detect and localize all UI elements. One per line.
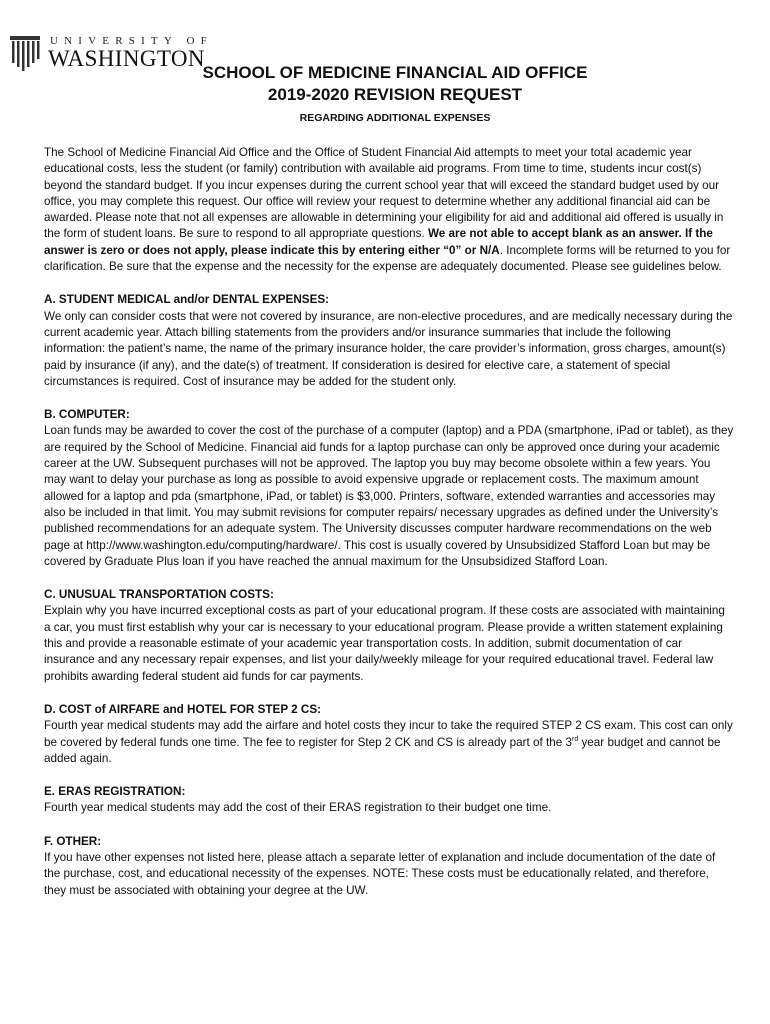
university-logo: [8, 34, 213, 78]
section-body: Fourth year medical students may add the cost of their ERAS registration to their budget one time.: [44, 801, 552, 815]
intro-text-b: . Incomplete forms will be returned to you for clarification. Be sure that the expense and the necessity for the expense are adequately documented. Please see guidelines below.: [44, 243, 731, 274]
section-medical-dental: [44, 292, 734, 390]
section-airfare-hotel: [44, 702, 734, 767]
document-body: [44, 145, 734, 899]
section-body: We only can consider costs that were not covered by insurance, are non-elective procedures, and are medically necessary during the current academic year. Attach billing statements from the providers and/or insurance summaries that include the following information: the patient’s name, the name of the primary insurance holder, the care provider’s information, gross charges, amount(s) paid by insurance (if any), and the date(s) of treatment. If consideration is desired for elective care, a statement of special circumstances is required. Cost of insurance may be added for the student only.: [44, 309, 733, 388]
columns-logo-icon: [8, 34, 46, 74]
page-subtitle: REGARDING ADDITIONAL EXPENSES: [299, 112, 491, 124]
logo-university-of: UNIVERSITY OF: [50, 35, 213, 47]
section-body: Explain why you have incurred exceptional costs as part of your educational program. If these costs are associated with maintaining a car, you must first establish why your car is necessary to your educational program. Please provide a written statement explaining this and provide a reasonable estimate of your academic year transportation costs. In addition, submit documentation of car insurance and any necessary repair expenses, and list your daily/weekly mileage for your required educational travel. Federal law prohibits awarding federal student aid funds for car payments.: [44, 604, 725, 683]
section-body: [44, 718, 734, 767]
section-computer: [44, 407, 734, 570]
intro-text-a: The School of Medicine Financial Aid Office and the Office of Student Financial Aid attempts to meet your total academic year educational costs, less the student (or family) contribution with available aid programs. From time to time, students incur cost(s) beyond the standard budget. If you incur expenses during the current school year that will exceed the standard budget used by our office, you may complete this request. Our office will review your request to determine whether any additional financial aid can be awarded. Please note that not all expenses are allowable in determining your eligibility for aid and additional aid offered is usually in the form of student loans. Be sure to respond to all appropriate questions.: [44, 146, 724, 241]
section-body: If you have other expenses not listed here, please attach a separate letter of explanation and include documentation of the date of the purchase, cost, and educational necessity of the expenses. NOTE: These costs must be educationally related, and therefore, they must be associated with obtaining your degree at the UW.: [44, 850, 716, 897]
section-heading: F. OTHER:: [44, 834, 102, 848]
section-body: Loan funds may be awarded to cover the cost of the purchase of a computer (laptop) and a PDA (smartphone, iPad or tablet), as they are required by the School of Medicine. Financial aid funds for a laptop purchase can only be approved once during your academic career at the UW. Subsequent purchases will not be approved. The laptop you buy may become obsolete within a few years. You may want to delay your purchase as long as possible to avoid expensive upgrade or replacement costs. The maximum amount allowed for a laptop and pda (smartphone, iPad, or tablet) is $3,000. Printers, software, extended warranties and accessories may also be included in that limit. You may submit revisions for computer repairs/ necessary upgrades as defined under the University’s published recommendations for an adequate system. The University discusses computer hardware recommendations on the web page at http://www.washington.edu/computing/hardware/. This cost is usually covered by Unsubsidized Stafford Loan but may be covered by Graduate Plus loan if you have reached the annual maximum for the Unsubsidized Stafford Loan.: [44, 424, 734, 568]
page-title: SCHOOL OF MEDICINE FINANCIAL AID OFFICE: [202, 63, 588, 82]
section-heading: D. COST of AIRFARE and HOTEL FOR STEP 2 CS:: [44, 702, 322, 716]
logo-washington: WASHINGTON: [48, 46, 205, 71]
page-title-year: 2019-2020 REVISION REQUEST: [267, 85, 523, 104]
intro-paragraph: [44, 145, 734, 275]
section-other: [44, 834, 734, 899]
intro-bold-text: We are not able to accept blank as an answer. If the answer is zero or does not apply, please indicate this by entering either “0” or N/A: [44, 227, 713, 257]
section-body-text-b: year budget and cannot be added again.: [44, 735, 721, 765]
section-heading: A. STUDENT MEDICAL and/or DENTAL EXPENSES:: [44, 293, 330, 307]
section-heading: E. ERAS REGISTRATION:: [44, 785, 186, 799]
section-heading: B. COMPUTER:: [44, 408, 130, 422]
section-body-text-a: Fourth year medical students may add the airfare and hotel costs they incur to take the required STEP 2 CS exam. This cost can only be covered by federal funds one time. The fee to register for Step 2 CK and CS is already part of the 3: [44, 719, 733, 749]
section-eras: [44, 784, 734, 817]
document-header: [180, 62, 610, 124]
section-heading: C. UNUSUAL TRANSPORTATION COSTS:: [44, 588, 274, 602]
section-transportation: [44, 587, 734, 685]
ordinal-superscript: rd: [571, 735, 579, 743]
